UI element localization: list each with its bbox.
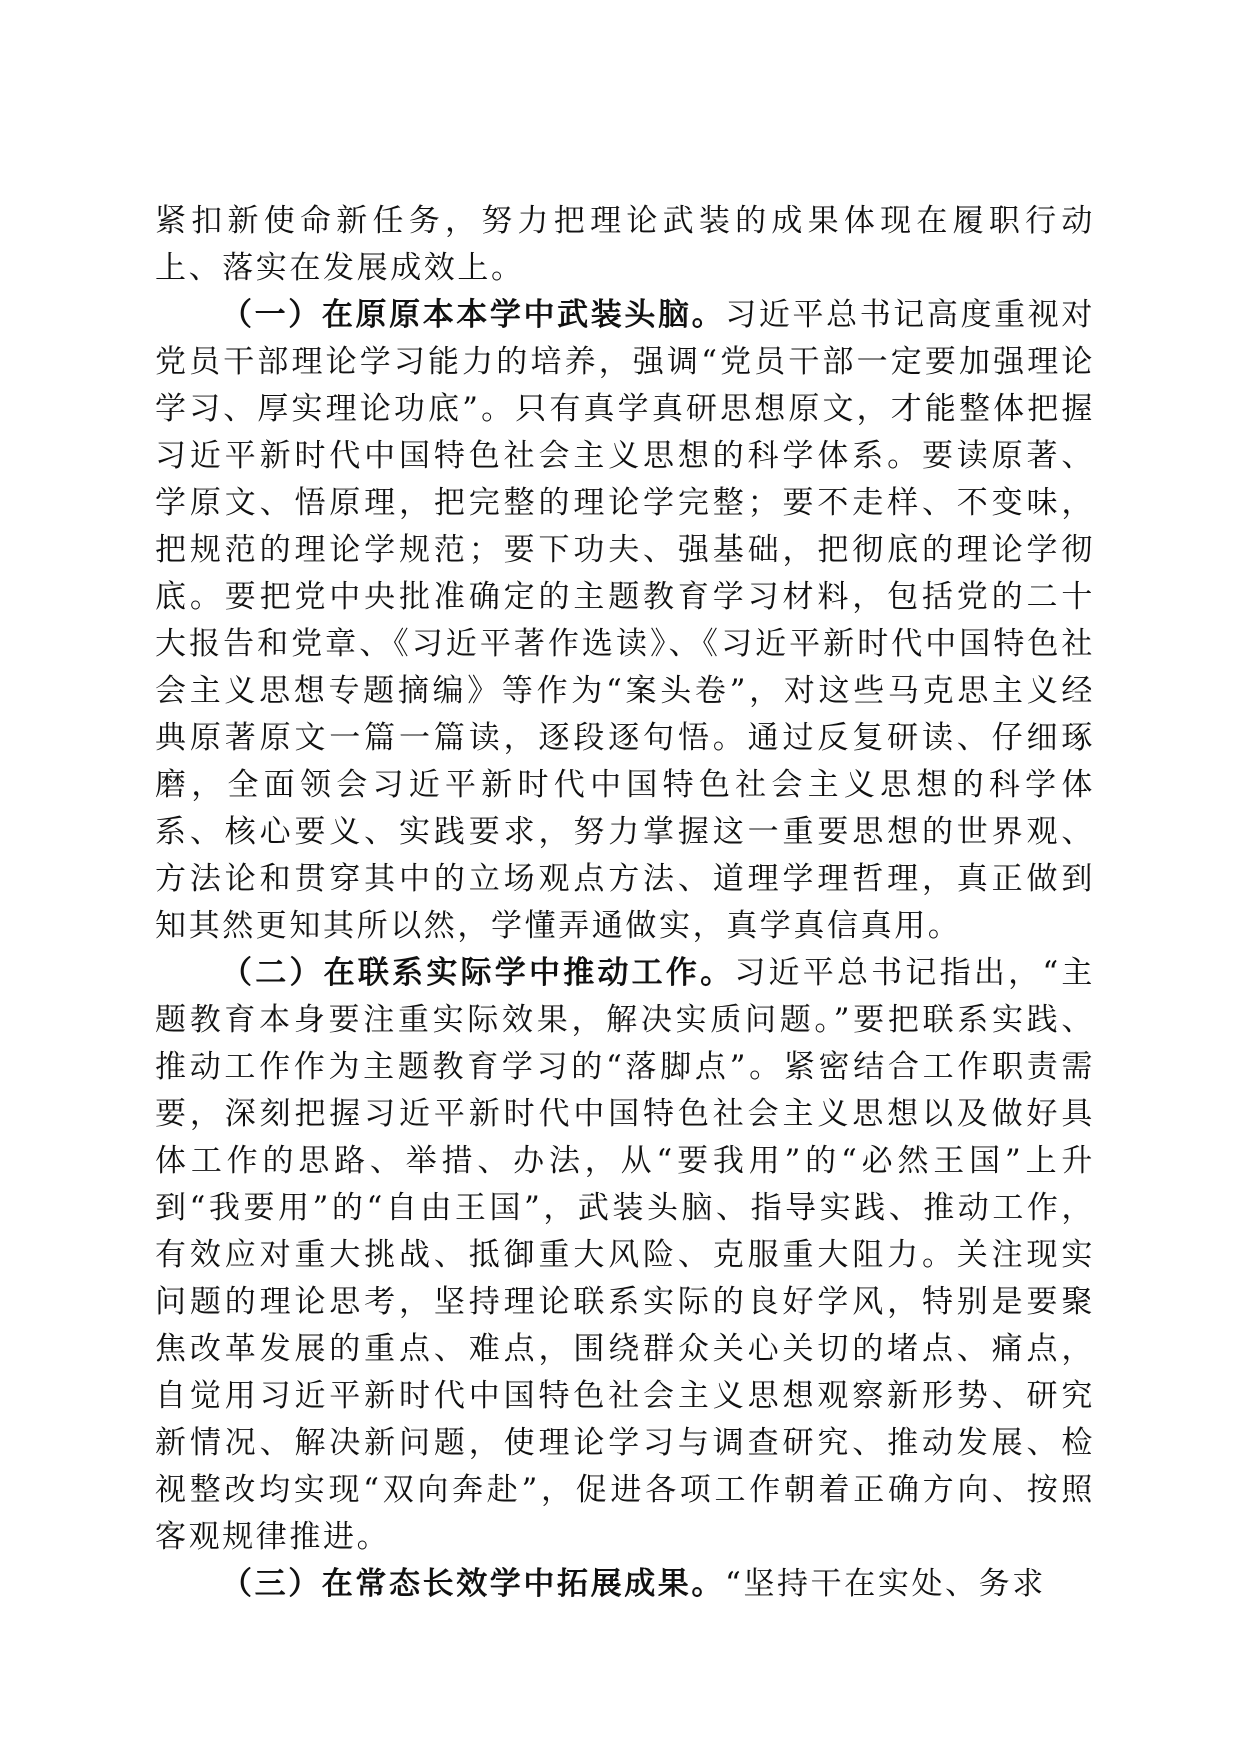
paragraph-section-3 — [155, 1561, 1095, 1608]
paragraph-section-1 — [155, 292, 1095, 950]
paragraph-section-2 — [155, 950, 1095, 1561]
section-heading: （二）在联系实际学中推动工作。 — [221, 955, 735, 991]
document-body — [155, 198, 1095, 1608]
paragraph-text: “坚持干在实处、务求 — [725, 1566, 1046, 1602]
paragraph-text: 习近平总书记高度重视对党员干部理论学习能力的培养，强调“党员干部一定要加强理论学习、厚实理论功底”。只有真学真研思想原文，才能整体把握习近平新时代中国特色社会主义思想的科学体系。要读原著、学原文、悟原理，把完整的理论学完整；要不走样、不变味，把规范的理论学规范；要下功夫、强基础，把彻底的理论学彻底。要把党中央批准确定的主题教育学习材料，包括党的二十大报告和党章、《习近平著作选读》、《习近平新时代中国特色社会主义思想专题摘编》等作为“案头卷”，对这些马克思主义经典原著原文一篇一篇读，逐段逐句悟。通过反复研读、仔细琢磨，全面领会习近平新时代中国特色社会主义思想的科学体系、核心要义、实践要求，努力掌握这一重要思想的世界观、方法论和贯穿其中的立场观点方法、道理学理哲理，真正做到知其然更知其所以然，学懂弄通做实，真学真信真用。 — [155, 297, 1095, 944]
paragraph-text: 习近平总书记指出，“主题教育本身要注重实际效果，解决实质问题。”要把联系实践、推动工作作为主题教育学习的“落脚点”。紧密结合工作职责需要，深刻把握习近平新时代中国特色社会主义思想以及做好具体工作的思路、举措、办法，从“要我用”的“必然王国”上升到“我要用”的“自由王国”，武装头脑、指导实践、推动工作，有效应对重大挑战、抵御重大风险、克服重大阻力。关注现实问题的理论思考，坚持理论联系实际的良好学风，特别是要聚焦改革发展的重点、难点，围绕群众关心关切的堵点、痛点，自觉用习近平新时代中国特色社会主义思想观察新形势、研究新情况、解决新问题，使理论学习与调查研究、推动发展、检视整改均实现“双向奔赴”，促进各项工作朝着正确方向、按照客观规律推进。 — [155, 955, 1095, 1555]
paragraph-continuation — [155, 198, 1095, 292]
section-heading: （三）在常态长效学中拓展成果。 — [221, 1566, 725, 1602]
section-heading: （一）在原原本本学中武装头脑。 — [221, 297, 726, 333]
paragraph-text: 紧扣新使命新任务，努力把理论武装的成果体现在履职行动上、落实在发展成效上。 — [155, 203, 1095, 286]
